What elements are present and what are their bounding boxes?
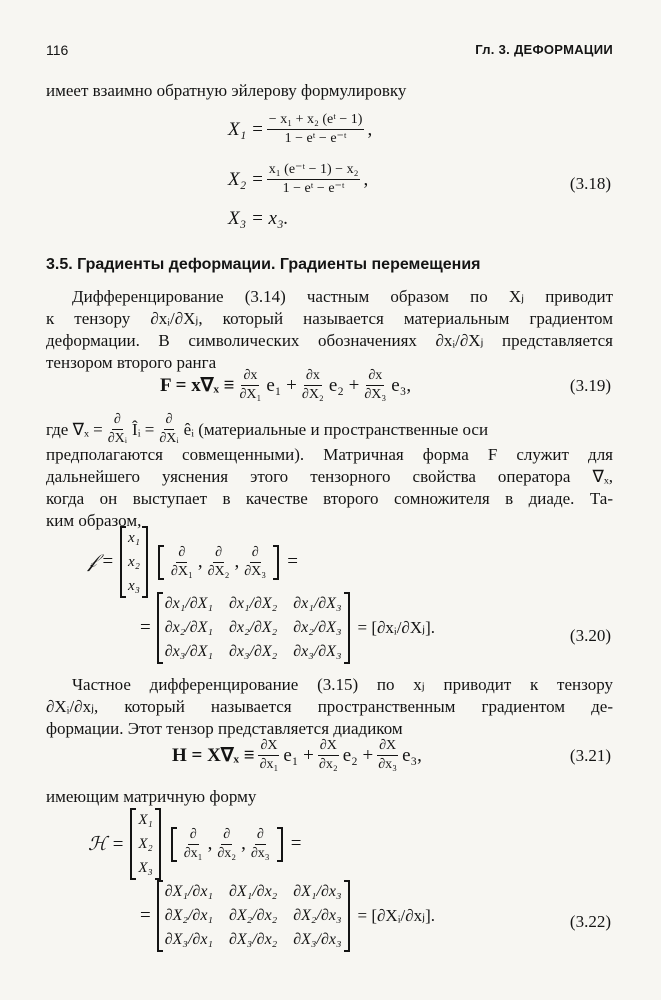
- paragraph-line: деформации. В символических обозначениях ∂xᵢ/∂Xⱼ представляется: [46, 331, 613, 350]
- equation-3-22-matrix: = ∂X₁/∂x₁ ∂X₁/∂x₂ ∂X₁/∂x₃ ∂X₂/∂x₁ ∂X₂/∂x₂ ∂X₂/∂x₃ ∂X₃/∂x₁ ∂X₃/∂x₂ ∂X₃/∂x₃ = [∂Xᵢ/∂xⱼ].: [140, 880, 435, 952]
- paragraph-line: ∂Xᵢ/∂xⱼ, который называется пространственным градиентом де-: [46, 697, 613, 716]
- eq-lhs: X₂ =: [228, 168, 264, 190]
- equation-number: (3.22): [569, 912, 611, 931]
- paragraph-line: тензором второго ранга: [46, 353, 217, 372]
- running-title: Гл. 3. ДЕФОРМАЦИИ: [475, 42, 613, 57]
- equation-number: (3.18): [569, 174, 611, 193]
- equation-3-20-top: 𝒻 = x₁ x₂ x₃ $\frac{\partial}{\text{∂X₁}}$ , $\frac{\partial}{\text{∂X₂}}$ , $\frac{\partial}{\text{∂X₃}}$ =: [88, 526, 298, 598]
- equation-3-20-matrix: = ∂x₁/∂X₁ ∂x₁/∂X₂ ∂x₁/∂X₃ ∂x₂/∂X₁ ∂x₂/∂X₂ ∂x₂/∂X₃ ∂x₃/∂X₁ ∂x₃/∂X₂ ∂x₃/∂X₃ = [∂xᵢ/∂Xⱼ].: [140, 592, 435, 664]
- matrix: ∂X₁/∂x₁ ∂X₁/∂x₂ ∂X₁/∂x₃ ∂X₂/∂x₁ ∂X₂/∂x₂ ∂X₂/∂x₃ ∂X₃/∂x₁ ∂X₃/∂x₂ ∂X₃/∂x₃: [157, 880, 350, 952]
- equation-3-21: H = X∇ₓ ≡ $\frac{\partial X}{\text{∂x₁}}$ e₁ + $\frac{\partial X}{\text{∂x₂}}$ e₂ + $\frac{\partial X}{\text{∂x₃}}$ e₃,: [172, 738, 422, 772]
- fraction: $\frac{\text{− x₁ + x₂ (eᵗ − 1)}}{\text{1 − eᵗ − e⁻ᵗ}}$: [268, 112, 363, 146]
- paragraph-line: Частное дифференцирование (3.15) по xⱼ приводит к тензору: [72, 675, 613, 694]
- paragraph-line: когда он выступает в качестве второго сомножителя в диаде. Та-: [46, 489, 613, 508]
- equation-number: (3.20): [569, 626, 611, 645]
- paragraph-line: формации. Этот тензор представляется диадиком: [46, 719, 403, 738]
- equation-number: (3.19): [569, 376, 611, 395]
- paragraph-inline-formula: где ∇ₓ = $\frac{\partial}{\text{∂Xᵢ}}$ Îᵢ = $\frac{\partial}{\text{∂Xᵢ}}$ êᵢ (материальные и пространственные оси: [46, 412, 489, 446]
- paragraph-line: Дифференцирование (3.14) частным образом по Xⱼ приводит: [72, 287, 613, 306]
- equation-3-18-x3: X₃ = x₃.: [228, 208, 289, 229]
- column-vector: x₁ x₂ x₃: [120, 526, 148, 598]
- equation-3-19: F = x∇ₓ ≡ $\frac{\partial x}{\text{∂X₁}}$ e₁ + $\frac{\partial x}{\text{∂X₂}}$ e₂ + $\frac{\partial x}{\text{∂X₃}}$ e₃,: [160, 368, 412, 402]
- matrix: ∂x₁/∂X₁ ∂x₁/∂X₂ ∂x₁/∂X₃ ∂x₂/∂X₁ ∂x₂/∂X₂ ∂x₂/∂X₃ ∂x₃/∂X₁ ∂x₃/∂X₂ ∂x₃/∂X₃: [157, 592, 350, 664]
- equation-3-18-x2: X₂ = $\frac{\text{x₁ (e⁻ᵗ − 1) − x₂}}{\text{1 − eᵗ − e⁻ᵗ}}$ ,: [228, 162, 369, 196]
- paragraph-line: к тензору ∂xᵢ/∂Xⱼ, который называется материальным градиентом: [46, 309, 613, 328]
- fraction: $\frac{\text{x₁ (e⁻ᵗ − 1) − x₂}}{\text{1 − eᵗ − e⁻ᵗ}}$: [268, 162, 359, 196]
- row-operator: $\frac{\partial}{\text{∂x₁}}$ , $\frac{\partial}{\text{∂x₂}}$ , $\frac{\partial}{\text{∂x₃}}$: [171, 827, 283, 862]
- eq-lhs: X₁ =: [228, 118, 264, 140]
- intro-line: имеет взаимно обратную эйлерову формулировку: [46, 81, 407, 100]
- equation-3-18-x1: X₁ = $\frac{\text{− x₁ + x₂ (eᵗ − 1)}}{\text{1 − eᵗ − e⁻ᵗ}}$ ,: [228, 112, 373, 146]
- paragraph-line: дальнейшего уяснения этого тензорного свойства оператора ∇ₓ,: [46, 467, 613, 486]
- paragraph-line: ким образом,: [46, 511, 142, 530]
- page-number: 116: [46, 42, 69, 58]
- column-vector: X₁ X₂ X₃: [130, 808, 160, 880]
- equation-number: (3.21): [569, 746, 611, 765]
- equation-3-22-top: ℋ = X₁ X₂ X₃ $\frac{\partial}{\text{∂x₁}}$ , $\frac{\partial}{\text{∂x₂}}$ , $\frac{\partial}{\text{∂x₃}}$ =: [88, 808, 301, 880]
- section-title: 3.5. Градиенты деформации. Градиенты перемещения: [46, 256, 481, 273]
- page-header: [46, 42, 613, 62]
- paragraph-line: имеющим матричную форму: [46, 787, 257, 806]
- paragraph-line: предполагаются совмещенными). Матричная форма F служит для: [46, 445, 613, 464]
- row-operator: $\frac{\partial}{\text{∂X₁}}$ , $\frac{\partial}{\text{∂X₂}}$ , $\frac{\partial}{\text{∂X₃}}$: [158, 545, 279, 580]
